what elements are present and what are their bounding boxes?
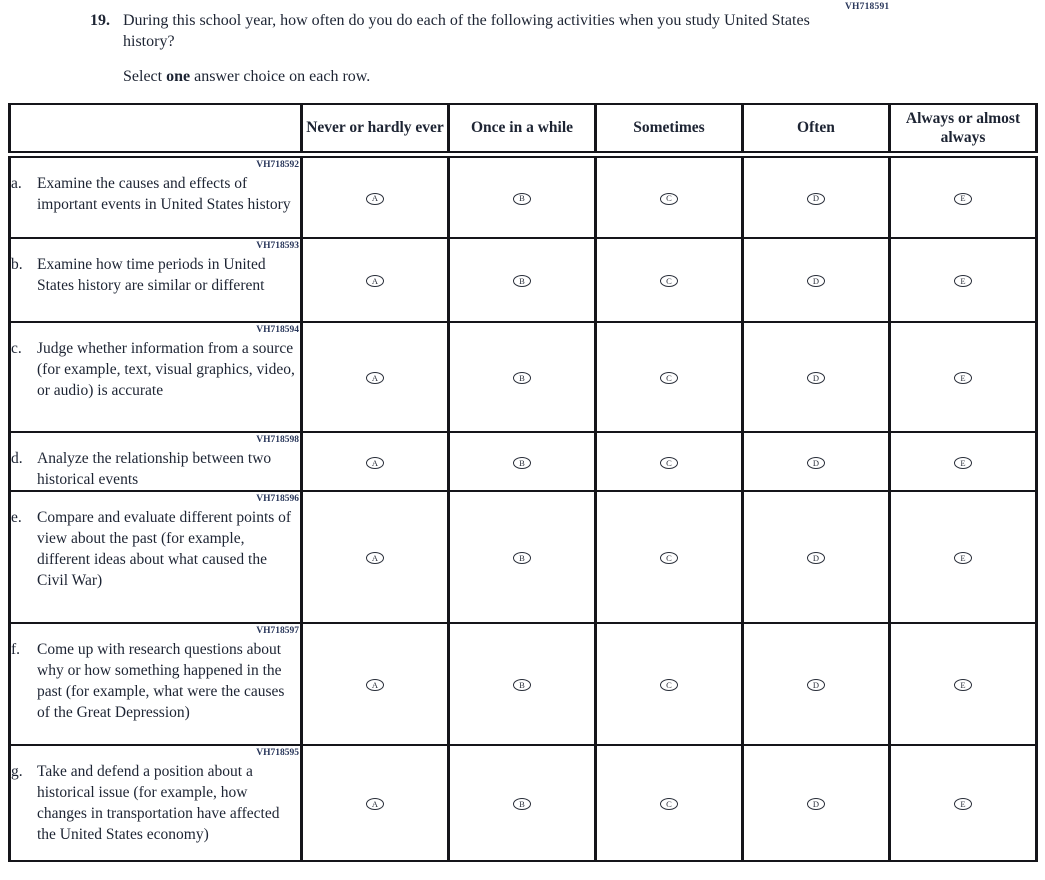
- option-cell: [302, 238, 449, 322]
- row-code: VH718595: [256, 748, 299, 758]
- item-label: Come up with research questions about why or how something happened in the past (for example, what were the causes of the Great Depression): [37, 641, 285, 721]
- option-bubble-C[interactable]: C: [660, 193, 678, 205]
- table-row-d: [10, 432, 1037, 491]
- option-bubble-C[interactable]: C: [660, 679, 678, 691]
- column-header-never: Never or hardly ever: [302, 104, 449, 154]
- option-bubble-A[interactable]: A: [366, 552, 384, 564]
- item-cell-d: [10, 432, 302, 491]
- frequency-matrix-table: [8, 103, 1038, 862]
- item-letter: d.: [11, 450, 23, 467]
- option-cell: [743, 745, 890, 861]
- option-bubble-E[interactable]: E: [954, 552, 972, 564]
- option-cell: [449, 623, 596, 745]
- option-bubble-A[interactable]: A: [366, 679, 384, 691]
- option-cell: [596, 432, 743, 491]
- option-bubble-B[interactable]: B: [513, 679, 531, 691]
- option-bubble-D[interactable]: D: [807, 372, 825, 384]
- option-cell: [596, 623, 743, 745]
- option-cell: [596, 745, 743, 861]
- option-cell: [743, 322, 890, 432]
- option-bubble-C[interactable]: C: [660, 798, 678, 810]
- table-row-b: [10, 238, 1037, 322]
- item-letter: b.: [11, 256, 23, 273]
- question-body: [123, 10, 823, 87]
- column-header-once-in-a-while: Once in a while: [449, 104, 596, 154]
- option-bubble-D[interactable]: D: [807, 275, 825, 287]
- table-row-f: [10, 623, 1037, 745]
- option-bubble-D[interactable]: D: [807, 679, 825, 691]
- row-code: VH718597: [256, 626, 299, 636]
- item-label: Take and defend a position about a historical issue (for example, how changes in transportation have affected the United States economy): [37, 763, 280, 843]
- option-cell: [596, 322, 743, 432]
- option-cell: [743, 154, 890, 238]
- column-header-sometimes: Sometimes: [596, 104, 743, 154]
- option-cell: [890, 154, 1037, 238]
- table-row-c: [10, 322, 1037, 432]
- question-text: During this school year, how often do you do each of the following activities when you study United States history?: [123, 12, 810, 50]
- item-letter: f.: [11, 641, 21, 658]
- option-cell: [302, 322, 449, 432]
- question-number: 19.: [90, 12, 110, 29]
- item-label: Analyze the relationship between two historical events: [37, 450, 272, 488]
- option-cell: [743, 432, 890, 491]
- item-text: [11, 639, 300, 723]
- column-header-often: Often: [743, 104, 890, 154]
- table-row-g: [10, 745, 1037, 861]
- item-label: Judge whether information from a source (for example, text, visual graphics, video, or audio) is accurate: [37, 340, 295, 399]
- option-bubble-C[interactable]: C: [660, 457, 678, 469]
- item-label: Compare and evaluate different points of view about the past (for example, different ideas about what caused the Civil War): [37, 509, 292, 589]
- option-bubble-C[interactable]: C: [660, 552, 678, 564]
- item-cell-f: [10, 623, 302, 745]
- item-letter: e.: [11, 509, 22, 526]
- row-code: VH718592: [256, 159, 299, 170]
- row-code: VH718598: [256, 435, 299, 445]
- option-cell: [449, 322, 596, 432]
- option-cell: [302, 623, 449, 745]
- option-cell: [890, 491, 1037, 623]
- option-bubble-B[interactable]: B: [513, 798, 531, 810]
- option-cell: [596, 491, 743, 623]
- option-cell: [302, 154, 449, 238]
- option-cell: [890, 745, 1037, 861]
- option-bubble-B[interactable]: B: [513, 372, 531, 384]
- row-code: VH718596: [256, 494, 299, 504]
- option-bubble-E[interactable]: E: [954, 193, 972, 205]
- option-bubble-E[interactable]: E: [954, 679, 972, 691]
- option-bubble-D[interactable]: D: [807, 193, 825, 205]
- item-cell-c: [10, 322, 302, 432]
- item-text: [11, 254, 300, 296]
- option-bubble-D[interactable]: D: [807, 552, 825, 564]
- option-bubble-D[interactable]: D: [807, 457, 825, 469]
- option-cell: [302, 491, 449, 623]
- instruction-suffix: answer choice on each row.: [190, 68, 371, 85]
- table-row-e: [10, 491, 1037, 623]
- option-cell: [596, 154, 743, 238]
- option-cell: [890, 623, 1037, 745]
- item-cell-e: [10, 491, 302, 623]
- form-code: VH718591: [845, 2, 890, 12]
- item-text: [11, 338, 300, 401]
- option-bubble-E[interactable]: E: [954, 275, 972, 287]
- item-text: [11, 761, 300, 845]
- option-bubble-C[interactable]: C: [660, 275, 678, 287]
- option-bubble-D[interactable]: D: [807, 798, 825, 810]
- item-text: [11, 173, 300, 215]
- row-code: VH718593: [256, 241, 299, 251]
- header-stub-cell: [10, 104, 302, 154]
- option-cell: [890, 322, 1037, 432]
- question-block: [90, 10, 823, 87]
- item-cell-g: [10, 745, 302, 861]
- item-text: [11, 507, 300, 591]
- option-cell: [449, 432, 596, 491]
- instruction-bold: one: [166, 68, 191, 85]
- option-cell: [449, 238, 596, 322]
- item-letter: g.: [11, 763, 23, 780]
- question-instruction: [123, 66, 823, 87]
- item-letter: a.: [11, 174, 22, 192]
- item-label: Examine the causes and effects of important events in United States history: [37, 174, 291, 213]
- option-cell: [449, 491, 596, 623]
- option-bubble-A[interactable]: A: [366, 457, 384, 469]
- option-bubble-B[interactable]: B: [513, 552, 531, 564]
- item-label: Examine how time periods in United States history are similar or different: [37, 256, 266, 294]
- option-cell: [743, 623, 890, 745]
- option-cell: [890, 238, 1037, 322]
- option-cell: [743, 238, 890, 322]
- option-bubble-C[interactable]: C: [660, 372, 678, 384]
- option-cell: [596, 238, 743, 322]
- row-code: VH718594: [256, 325, 299, 335]
- option-cell: [449, 154, 596, 238]
- column-header-always: Always or almost always: [890, 104, 1037, 154]
- option-bubble-A[interactable]: A: [366, 798, 384, 810]
- option-bubble-A[interactable]: A: [366, 193, 384, 205]
- instruction-prefix: Select: [123, 68, 167, 85]
- option-bubble-A[interactable]: A: [366, 275, 384, 287]
- option-bubble-E[interactable]: E: [954, 457, 972, 469]
- item-cell-b: [10, 238, 302, 322]
- option-bubble-B[interactable]: B: [513, 457, 531, 469]
- option-cell: [449, 745, 596, 861]
- option-bubble-A[interactable]: A: [366, 372, 384, 384]
- option-bubble-B[interactable]: B: [513, 275, 531, 287]
- option-cell: [302, 745, 449, 861]
- option-cell: [890, 432, 1037, 491]
- option-bubble-E[interactable]: E: [954, 372, 972, 384]
- item-cell-a: [10, 154, 302, 238]
- option-cell: [302, 432, 449, 491]
- option-bubble-E[interactable]: E: [954, 798, 972, 810]
- item-text: [11, 448, 300, 490]
- option-bubble-B[interactable]: B: [513, 193, 531, 205]
- item-letter: c.: [11, 340, 22, 357]
- table-row-a: [10, 154, 1037, 238]
- option-cell: [743, 491, 890, 623]
- header-row: [10, 104, 1037, 154]
